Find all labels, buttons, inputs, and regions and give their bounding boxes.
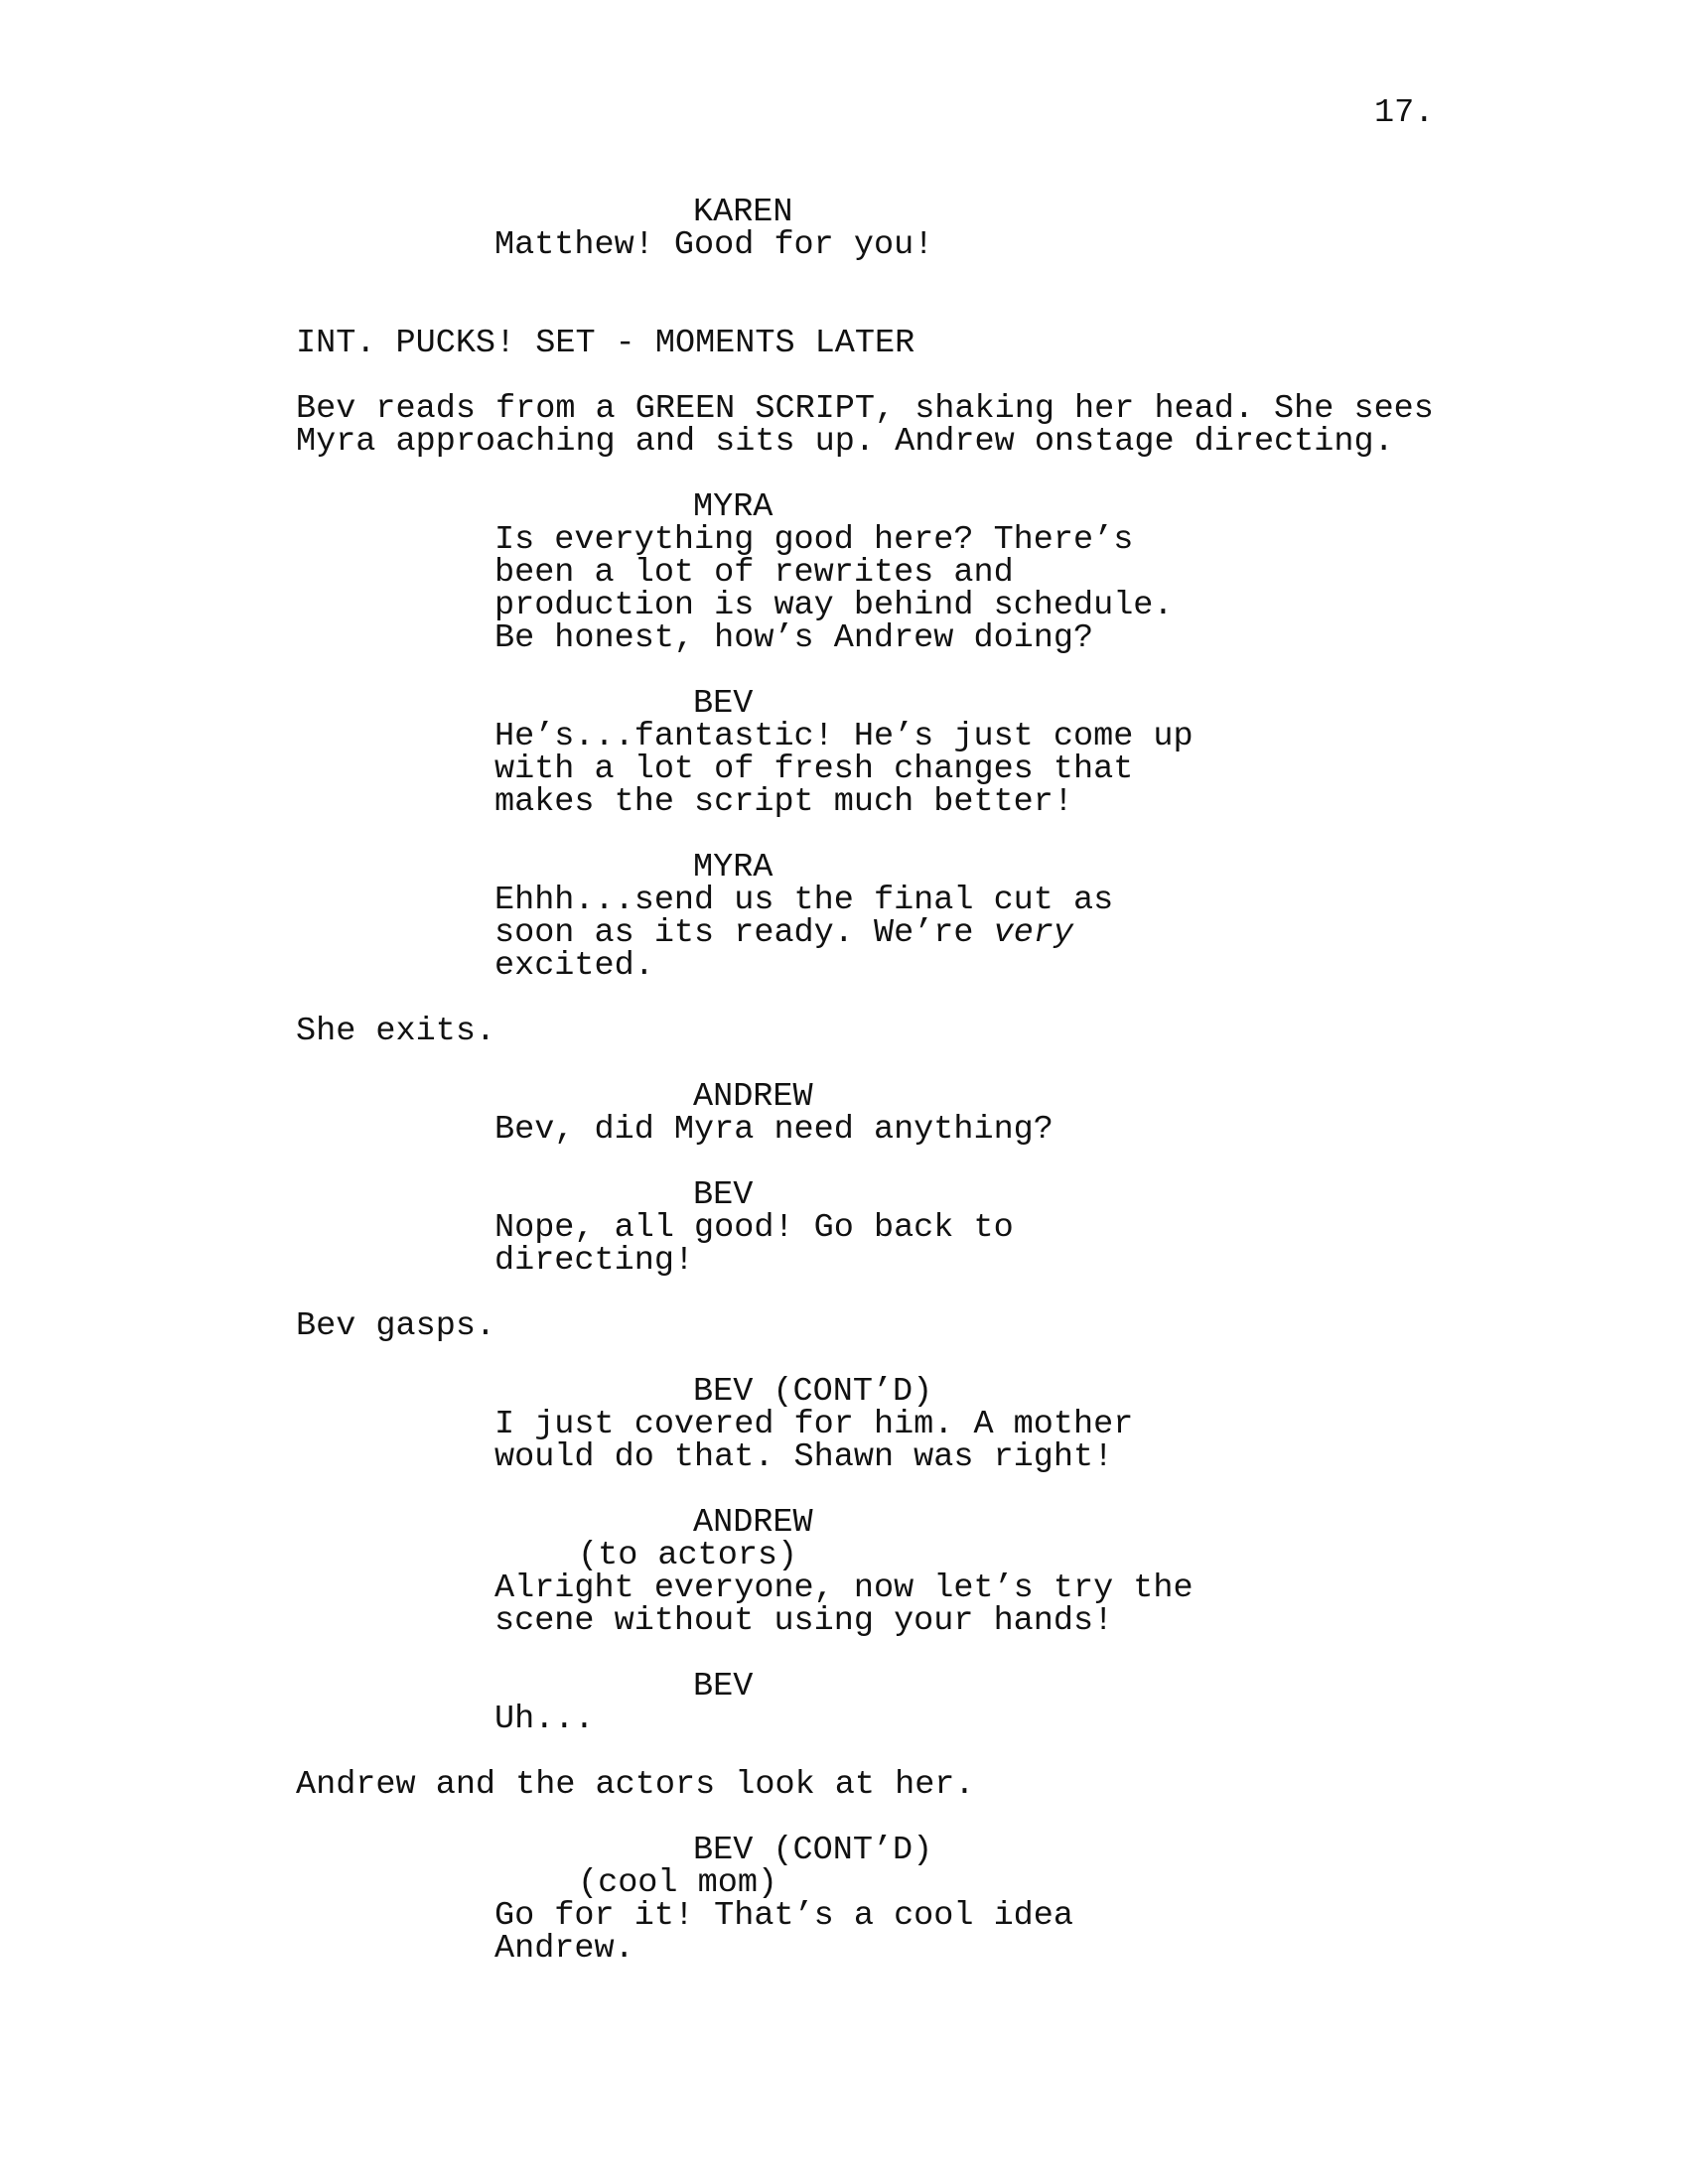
dialogue-line: Nope, all good! Go back to [494, 1209, 1014, 1247]
action-line: Andrew and the actors look at her. [296, 1766, 975, 1804]
character-name: BEV [693, 1176, 754, 1214]
action-line: She exits. [296, 1013, 496, 1050]
dialogue-line: He’s...fantastic! He’s just come up [494, 718, 1194, 755]
dialogue-line: Be honest, how’s Andrew doing? [494, 619, 1094, 657]
dialogue-line: with a lot of fresh changes that [494, 751, 1134, 788]
action-line: Myra approaching and sits up. Andrew onstage directing. [296, 423, 1394, 461]
dialogue-line: Go for it! That’s a cool idea [494, 1897, 1073, 1935]
dialogue-line: Andrew. [494, 1930, 634, 1968]
character-name: ANDREW [693, 1504, 813, 1542]
dialogue-line: directing! [494, 1242, 695, 1280]
page-number: 17. [1374, 94, 1435, 132]
character-name: BEV [693, 685, 754, 723]
character-name: BEV (CONT’D) [693, 1832, 933, 1869]
dialogue-line: Bev, did Myra need anything? [494, 1111, 1054, 1149]
dialogue-line: been a lot of rewrites and [494, 554, 1014, 592]
dialogue-line: Alright everyone, now let’s try the [494, 1570, 1194, 1607]
action-line: Bev gasps. [296, 1307, 496, 1345]
dialogue-line: would do that. Shawn was right! [494, 1438, 1114, 1476]
character-name: ANDREW [693, 1078, 813, 1116]
character-name: MYRA [693, 849, 774, 887]
dialogue-line: I just covered for him. A mother [494, 1406, 1134, 1443]
parenthetical: (to actors) [578, 1537, 798, 1574]
dialogue-line: production is way behind schedule. [494, 587, 1174, 624]
dialogue-line: Is everything good here? There’s [494, 521, 1134, 559]
character-name: MYRA [693, 488, 774, 526]
emphasis-text: very [993, 914, 1074, 952]
action-line: Bev reads from a GREEN SCRIPT, shaking her head. She sees [296, 390, 1434, 428]
dialogue-line: excited. [494, 947, 654, 985]
character-name: BEV [693, 1668, 754, 1706]
dialogue-line: scene without using your hands! [494, 1602, 1114, 1640]
character-name: KAREN [693, 194, 793, 231]
dialogue-line: Ehhh...send us the final cut as [494, 882, 1114, 919]
dialogue-line: Uh... [494, 1701, 595, 1738]
character-name: BEV (CONT’D) [693, 1373, 933, 1411]
parenthetical: (cool mom) [578, 1864, 778, 1902]
dialogue-line: Matthew! Good for you! [494, 226, 934, 264]
scene-heading: INT. PUCKS! SET - MOMENTS LATER [296, 325, 915, 362]
dialogue-line: makes the script much better! [494, 783, 1073, 821]
dialogue-text: soon as its ready. We’re [494, 914, 994, 952]
dialogue-line [494, 914, 1074, 952]
